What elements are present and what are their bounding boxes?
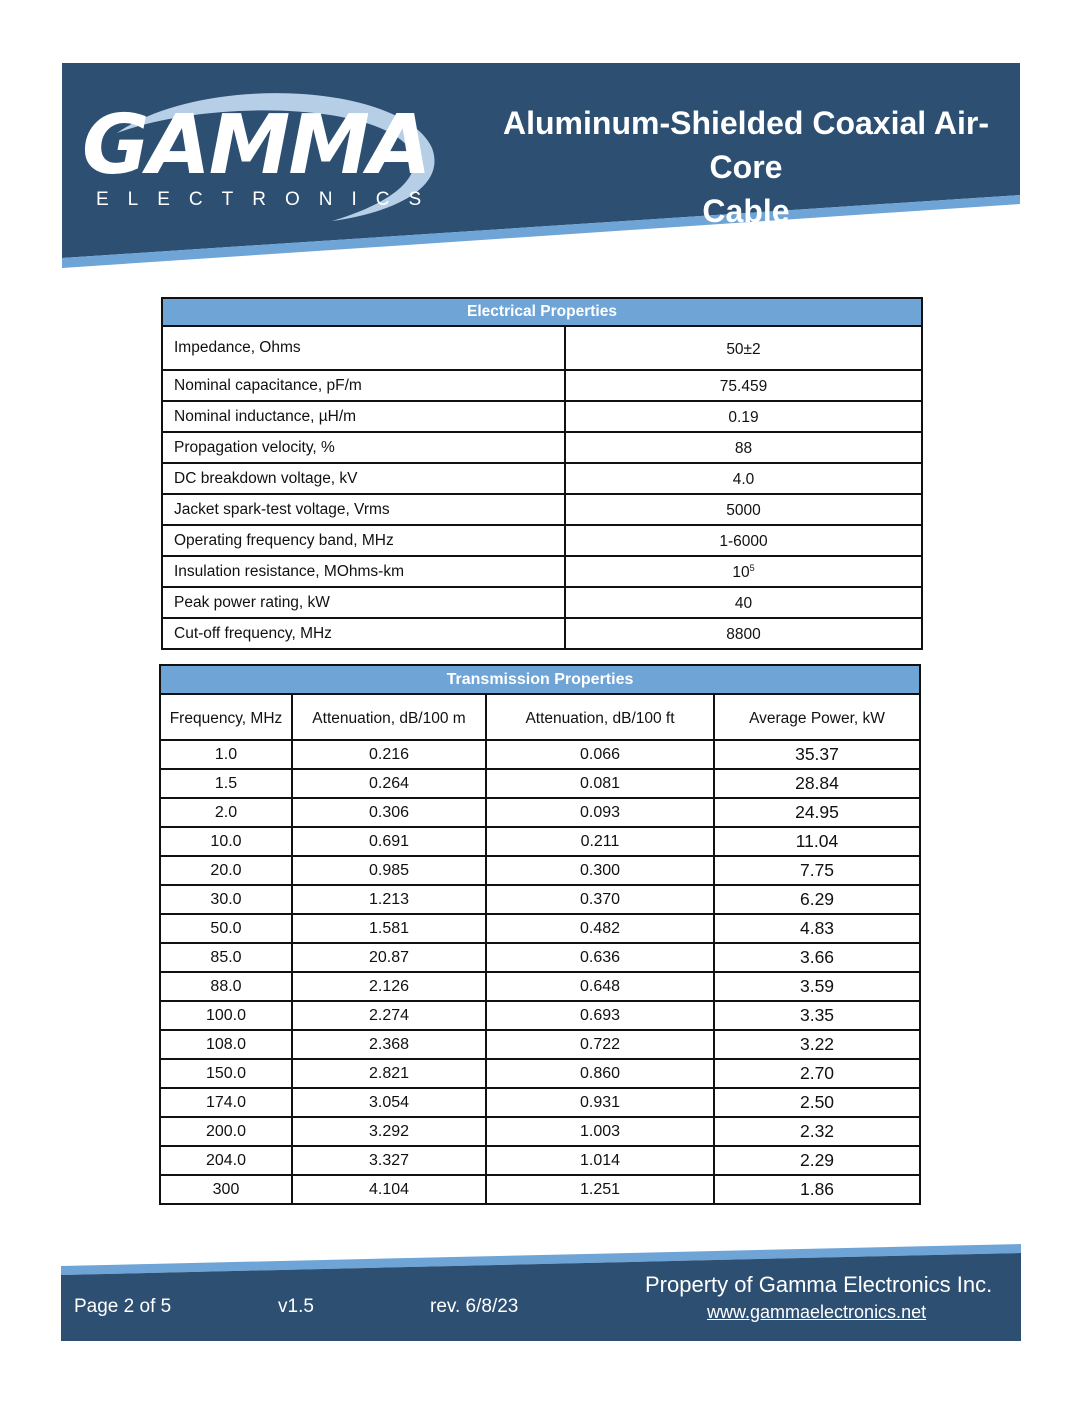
property-value — [565, 556, 922, 587]
property-value: 0.19 — [565, 401, 922, 432]
header-banner — [62, 63, 1020, 268]
table-row — [162, 618, 922, 649]
table-cell: 24.95 — [714, 798, 920, 827]
table-cell: 0.306 — [292, 798, 486, 827]
table-cell: 3.327 — [292, 1146, 486, 1175]
electrical-properties-table — [161, 297, 923, 650]
table-cell: 1.0 — [160, 740, 292, 769]
table-cell: 1.5 — [160, 769, 292, 798]
table-row — [160, 769, 920, 798]
page-number: Page 2 of 5 — [74, 1296, 172, 1317]
table-cell: 3.59 — [714, 972, 920, 1001]
electrical-heading: Electrical Properties — [162, 298, 922, 326]
table-cell: 1.014 — [486, 1146, 714, 1175]
table-row — [160, 1175, 920, 1204]
property-value: 5000 — [565, 494, 922, 525]
table-row — [162, 494, 922, 525]
table-cell: 0.648 — [486, 972, 714, 1001]
table-cell: 11.04 — [714, 827, 920, 856]
table-cell: 0.985 — [292, 856, 486, 885]
table-cell: 0.860 — [486, 1059, 714, 1088]
property-value: 1-6000 — [565, 525, 922, 556]
property-value: 75.459 — [565, 370, 922, 401]
property-label: Jacket spark-test voltage, Vrms — [162, 494, 565, 525]
table-cell: 0.211 — [486, 827, 714, 856]
property-label: Propagation velocity, % — [162, 432, 565, 463]
property-label: DC breakdown voltage, kV — [162, 463, 565, 494]
table-cell: 2.274 — [292, 1001, 486, 1030]
table-row — [162, 525, 922, 556]
table-row — [160, 1146, 920, 1175]
value-exponent: 5 — [749, 563, 755, 574]
table-cell: 108.0 — [160, 1030, 292, 1059]
version: v1.5 — [278, 1296, 314, 1317]
table-row — [160, 1030, 920, 1059]
table-cell: 200.0 — [160, 1117, 292, 1146]
title-line-2: Cable — [702, 193, 790, 229]
table-cell: 2.0 — [160, 798, 292, 827]
table-cell: 0.722 — [486, 1030, 714, 1059]
property-value: 4.0 — [565, 463, 922, 494]
table-row — [160, 885, 920, 914]
table-cell: 20.0 — [160, 856, 292, 885]
table-row — [160, 972, 920, 1001]
table-cell: 150.0 — [160, 1059, 292, 1088]
table-cell: 0.482 — [486, 914, 714, 943]
table-cell: 88.0 — [160, 972, 292, 1001]
table-row — [162, 587, 922, 618]
column-header-row — [160, 694, 920, 740]
table-cell: 6.29 — [714, 885, 920, 914]
table-row — [160, 943, 920, 972]
table-cell: 35.37 — [714, 740, 920, 769]
column-header: Attenuation, dB/100 m — [292, 694, 486, 740]
table-cell: 0.636 — [486, 943, 714, 972]
table-cell: 0.931 — [486, 1088, 714, 1117]
table-cell: 7.75 — [714, 856, 920, 885]
table-cell: 3.35 — [714, 1001, 920, 1030]
table-row — [162, 556, 922, 587]
table-cell: 2.126 — [292, 972, 486, 1001]
table-row — [160, 1059, 920, 1088]
table-cell: 1.581 — [292, 914, 486, 943]
logo-wordmark: GAMMA — [82, 98, 430, 193]
table-cell: 0.216 — [292, 740, 486, 769]
website-link[interactable]: www.gammaelectronics.net — [707, 1302, 927, 1322]
table-row — [162, 432, 922, 463]
table-cell: 30.0 — [160, 885, 292, 914]
table-cell: 0.691 — [292, 827, 486, 856]
property-value: 8800 — [565, 618, 922, 649]
table-cell: 85.0 — [160, 943, 292, 972]
property-label: Cut-off frequency, MHz — [162, 618, 565, 649]
table-cell: 3.292 — [292, 1117, 486, 1146]
transmission-heading: Transmission Properties — [160, 665, 920, 694]
table-row — [160, 1001, 920, 1030]
property-value: 40 — [565, 587, 922, 618]
property-value: 88 — [565, 432, 922, 463]
table-row — [160, 827, 920, 856]
table-row — [162, 463, 922, 494]
table-cell: 0.264 — [292, 769, 486, 798]
table-cell: 100.0 — [160, 1001, 292, 1030]
table-cell: 10.0 — [160, 827, 292, 856]
table-cell: 1.213 — [292, 885, 486, 914]
table-cell: 1.003 — [486, 1117, 714, 1146]
table-cell: 2.32 — [714, 1117, 920, 1146]
table-cell: 2.29 — [714, 1146, 920, 1175]
table-cell: 2.70 — [714, 1059, 920, 1088]
table-cell: 3.054 — [292, 1088, 486, 1117]
property-label: Insulation resistance, MOhms-km — [162, 556, 565, 587]
table-cell: 0.370 — [486, 885, 714, 914]
property-label: Operating frequency band, MHz — [162, 525, 565, 556]
property-value: 50±2 — [565, 326, 922, 370]
property-label: Impedance, Ohms — [162, 326, 565, 370]
table-cell: 1.86 — [714, 1175, 920, 1204]
table-cell: 0.300 — [486, 856, 714, 885]
table-row — [160, 1117, 920, 1146]
table-cell: 28.84 — [714, 769, 920, 798]
property-label: Peak power rating, kW — [162, 587, 565, 618]
table-cell: 3.22 — [714, 1030, 920, 1059]
table-row — [162, 370, 922, 401]
table-cell: 4.83 — [714, 914, 920, 943]
table-cell: 174.0 — [160, 1088, 292, 1117]
table-row — [160, 914, 920, 943]
table-cell: 20.87 — [292, 943, 486, 972]
table-cell: 4.104 — [292, 1175, 486, 1204]
property-label: Nominal inductance, µH/m — [162, 401, 565, 432]
table-row — [162, 401, 922, 432]
table-cell: 300 — [160, 1175, 292, 1204]
table-row — [160, 856, 920, 885]
table-cell: 50.0 — [160, 914, 292, 943]
revision-date: rev. 6/8/23 — [430, 1296, 519, 1317]
footer-banner — [61, 1244, 1021, 1341]
table-cell: 2.821 — [292, 1059, 486, 1088]
logo-subtitle: ELECTRONICS — [96, 189, 441, 210]
value-base: 10 — [732, 564, 750, 582]
table-cell: 204.0 — [160, 1146, 292, 1175]
document-title — [467, 101, 1025, 233]
table-cell: 0.693 — [486, 1001, 714, 1030]
column-header: Average Power, kW — [714, 694, 920, 740]
column-header: Attenuation, dB/100 ft — [486, 694, 714, 740]
table-cell: 2.368 — [292, 1030, 486, 1059]
table-cell: 0.081 — [486, 769, 714, 798]
table-row — [162, 326, 922, 370]
transmission-properties-table — [159, 664, 921, 1205]
property-notice: Property of Gamma Electronics Inc. — [645, 1272, 993, 1297]
title-line-1: Aluminum-Shielded Coaxial Air-Core — [503, 105, 989, 185]
table-cell: 0.066 — [486, 740, 714, 769]
column-header: Frequency, MHz — [160, 694, 292, 740]
property-label: Nominal capacitance, pF/m — [162, 370, 565, 401]
table-cell: 2.50 — [714, 1088, 920, 1117]
table-cell: 0.093 — [486, 798, 714, 827]
table-cell: 3.66 — [714, 943, 920, 972]
table-row — [160, 798, 920, 827]
table-row — [160, 1088, 920, 1117]
gamma-logo — [62, 63, 462, 268]
table-row — [160, 740, 920, 769]
table-cell: 1.251 — [486, 1175, 714, 1204]
